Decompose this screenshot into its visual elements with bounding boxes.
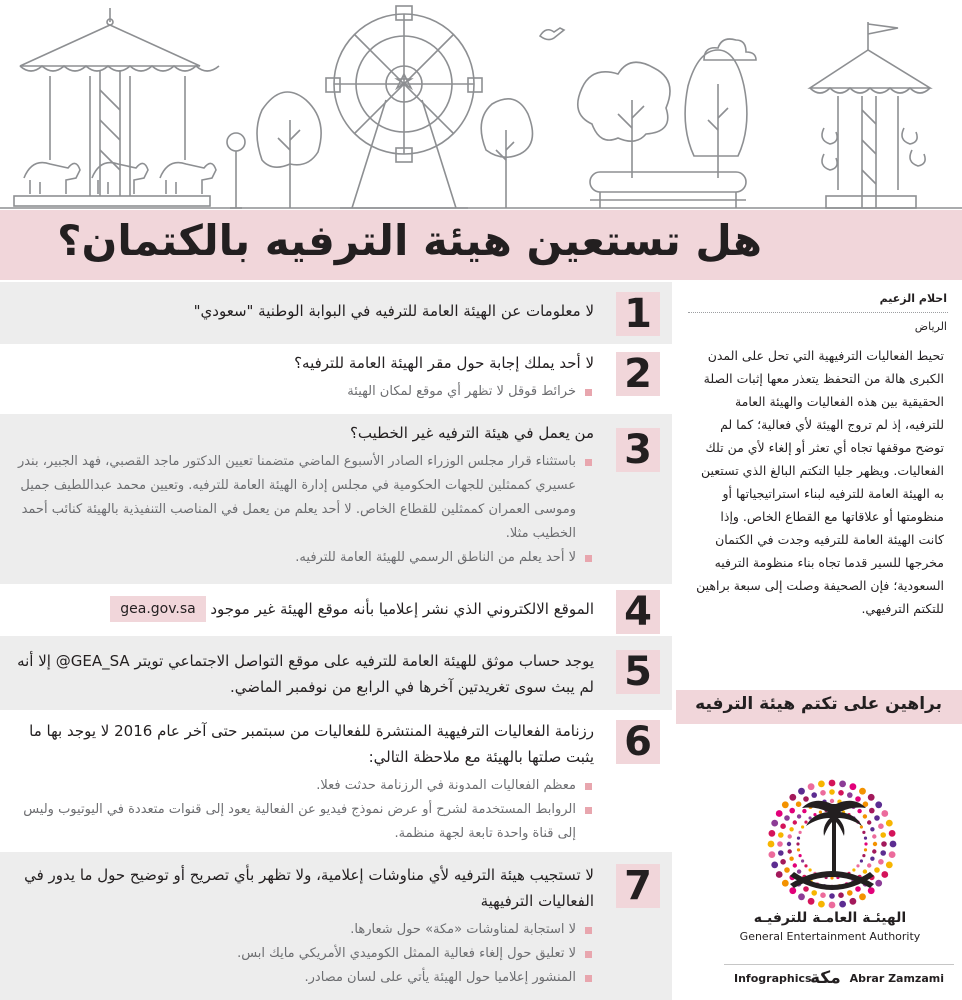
logo-dot [874,815,880,821]
logo-dot [878,823,884,829]
reasons-heading [676,690,962,724]
credit-infographics: Infographics [734,972,812,985]
logo-dot [809,868,812,871]
logo-arabic-name: الهيئـة العامـة للترفيـه [753,910,907,926]
item-bullet: المنشور إعلاميا حول الهيئة يأتي على لسان مصادر. [8,966,594,990]
logo-dot [789,857,793,861]
logo-dot [801,859,804,862]
logo-dot [798,893,805,900]
list-item [0,584,672,636]
logo-dot [829,893,835,899]
item-text: رزنامة الفعاليات الترفيهية المنتشرة للفعاليات من سبتمبر حتى آخر عام 2016 لا يوجد بها ما يثبت صلتها بالهيئة مع ملاحظة التالي: [29,722,594,766]
logo-dot [889,830,896,837]
logo-dot [864,848,867,851]
list-item [0,282,672,344]
logo-dot [864,837,867,840]
list-item [0,636,672,710]
logo-dot [869,808,875,814]
logo-dot [803,796,809,802]
logo-dot [804,821,807,824]
logo-dot [811,890,817,896]
website-url[interactable]: gea.gov.sa [110,596,206,622]
logo-dot [872,849,876,853]
item-number: 4 [616,590,660,634]
logo-dot [799,854,802,857]
logo-dot [863,814,867,818]
logo-dot [889,851,896,858]
logo-dot [769,830,776,837]
logo-dot [875,801,882,808]
item-bullet: الروابط المستخدمة لشرح أو عرض نموذج فيديو عن الفعالية يعود إلى قنوات متعددة في اليوتيوب وليس إلى قناة واحدة تابعة لجهة منظمة. [8,798,594,846]
logo-dot [820,892,826,898]
logo-dot [820,790,826,796]
logo-dot [818,781,825,788]
logo-dot [873,842,877,846]
logo-dot [788,834,792,838]
logo-dot [796,801,802,807]
logo-dot [867,863,871,867]
logo-dot [808,783,815,790]
logo-dot [793,863,797,867]
item-bullet: لا أحد يعلم من الناطق الرسمي للهيئة العامة للترفيه. [8,546,594,570]
logo-dot [789,887,796,894]
author-name: احلام الزعيم [879,292,947,305]
logo-dot [780,823,786,829]
list-item [0,852,672,1000]
header-illustration [0,0,962,212]
bird-icon [540,28,564,40]
logo-dot [870,827,874,831]
logo-dot [789,794,796,801]
logo-dot [880,832,886,838]
logo-dot [769,851,776,858]
reasons-label: براهين على تكتم هيئة الترفيه [695,694,942,714]
logo-dot [860,825,863,828]
tree-icon [685,50,747,178]
logo-dot [787,842,791,846]
divider [688,312,948,313]
logo-dot [875,880,882,887]
bench-icon [590,172,746,208]
item-bullet: معظم الفعاليات المدونة في الرزنامة حدثت فعلا. [8,774,594,798]
logo-dot [782,801,789,808]
item-number: 6 [616,720,660,764]
logo-dot [778,832,784,838]
logo-dot [838,892,844,898]
item-bullet: خرائط قوقل لا تظهر أي موقع لمكان الهيئة [8,380,594,404]
logo-dot [780,859,786,865]
item-text: من يعمل في هيئة الترفيه غير الخطيب؟ [349,424,594,442]
logo-dot [855,796,861,802]
logo-dot [881,810,888,817]
logo-dot [771,862,778,869]
logo-dot [829,902,836,909]
logo-dot [859,893,866,900]
logo-dot [811,792,817,798]
logo-dot [803,886,809,892]
item-text: لا معلومات عن الهيئة العامة للترفيه في البوابة الوطنية "سعودي" [193,302,594,320]
logo-dot [872,834,876,838]
logo-dot [850,783,857,790]
item-number: 5 [616,650,660,694]
logo-dot [850,898,857,905]
logo-dot [818,901,825,908]
item-text: لا أحد يملك إجابة حول مقر الهيئة العامة للترفيه؟ [294,354,594,372]
item-text: لا تستجيب هيئة الترفيه لأي مناوشات إعلامية، ولا تظهر بأي تصريح أو توضيح حول ما يدور في الفعاليات الترفيهية [24,866,594,910]
logo-dot [886,862,893,869]
tree-icon [257,92,321,208]
carousel-left-icon [14,8,219,206]
item-number: 7 [616,864,660,908]
logo-dot [801,825,804,828]
intro-text: تحيط الفعاليات الترفيهية التي تحل على المدن الكبرى هالة من التحفظ يتعذر معها إثبات الصلة الحقيقية بين هذه الفعاليات والهيئة العامة للترفيه، إذ لم تروج الهيئة لأي فعالية؛ كما لم توضح موقفها تجاه أي تعثر أو إلغاء لأي من تلك الفعاليات. ويظهر جليا التكتم البالغ الذي تستعين به الهيئة العامة للترفيه لبناء استراتيجياتها أو منظومتها أو علاقاتها مع القطاع الخاص. وإذا كانت الهيئة العامة للترفيه وجدت في الكتمان مخرجها للسير قدما تجاه بناء منظومة الترفيه السعودية؛ فإن الصحيفة وصلت إلى سبعة براهين للتكتم الترفيهي. [696,348,944,616]
logo-dot [868,887,875,894]
logo-dot [768,841,775,848]
logo-dot [856,864,859,867]
ferris-wheel-icon [326,6,482,208]
item-bullet: لا استجابة لمناوشات «مكة» حول شعارها. [8,918,594,942]
logo-dot [839,781,846,788]
logo-dot [830,799,834,803]
item-text: يوجد حساب موثق للهيئة العامة للترفيه على موقع التواصل الاجتماعي تويتر GEA_SA@ إلا أنه لم يبث سوى تغريدتين آخرها في الرابع من نوفمبر الماضي. [17,652,594,696]
logo-dot [839,901,846,908]
logo-dot [819,811,822,814]
logo-dot [829,780,836,787]
logo-english-name: General Entertainment Authority [739,930,921,943]
logo-dot [847,890,853,896]
title-band [0,210,962,280]
logo-dot [776,871,783,878]
logo-dot [777,841,783,847]
logo-dot [804,864,807,867]
logo-dot [857,809,861,813]
item-bullet: باستثناء قرار مجلس الوزراء الصادر الأسبوع الماضي متضمنا تعيين الدكتور ماجد القصبي، فهد الجبير، بندر عسيري كممثلين للجهات الحكومية في مجلس إدارة الهيئة العامة للترفيه. وتعيين محمد عبداللطيف جميل وموسى العمران كممثلين للقطاع الخاص. لا أحد يعلم من يعمل في المناصب التنفيذية بالهيئة كنائب أحمد الخطيب مثلا. [8,450,594,546]
logo-dot [878,859,884,865]
logo-dot [881,871,888,878]
logo-dot [863,869,867,873]
logo-dot [860,859,863,862]
logo-dot [890,841,897,848]
logo-dot [797,848,800,851]
logo-dot [880,850,886,856]
logo-dot [771,820,778,827]
logo-dot [870,857,874,861]
item-number: 3 [616,428,660,472]
logo-dot [782,880,789,887]
logo-dot [862,831,865,834]
list-item [0,710,672,852]
newspaper-logo: مكة [810,968,841,988]
list-item [0,344,672,414]
logo-dot [862,854,865,857]
page-title: هل تستعين هيئة الترفيه بالكتمان؟ [57,216,762,265]
logo-dot [886,820,893,827]
logo-dot [802,809,806,813]
logo-dot [881,841,887,847]
list-item [0,414,672,584]
divider [724,964,954,965]
logo-dot [788,849,792,853]
logo-dot [793,820,797,824]
logo-dot [789,827,793,831]
reasons-list [0,282,672,1000]
logo-dot [867,820,871,824]
lamp-post-icon [227,133,245,208]
logo-dot [789,808,795,814]
tree-icon [578,62,670,178]
logo-dot [808,898,815,905]
logo-dot [855,886,861,892]
logo-dot [784,815,790,821]
item-number: 1 [616,292,660,336]
logo-dot [799,831,802,834]
logo-dot [776,810,783,817]
item-number: 2 [616,352,660,396]
cloud-icon [704,39,756,60]
item-bullet: لا تعليق حول إلغاء فعالية الممثل الكوميدي الأمريكي مايك ابس. [8,942,594,966]
item-text: الموقع الالكتروني الذي نشر إعلاميا بأنه موقع الهيئة غير موجود [210,600,594,618]
logo-dot [838,790,844,796]
logo-dot [859,788,866,795]
logo-dot [797,869,801,873]
logo-dot [829,789,835,795]
logo-dot [868,794,875,801]
logo-dot [797,837,800,840]
logo-dot [847,792,853,798]
logo-dot [784,867,790,873]
logo-dot [796,842,799,845]
credit-designer: Abrar Zamzami [849,972,944,985]
carousel-right-icon [810,22,930,208]
logo-dot [778,850,784,856]
tree-icon [481,99,532,208]
logo-dot [797,814,801,818]
logo-dot [874,867,880,873]
logo-dot [798,788,805,795]
dateline-city: الرياض [914,320,947,333]
logo-dot [852,868,855,871]
logo-dot [864,842,867,845]
